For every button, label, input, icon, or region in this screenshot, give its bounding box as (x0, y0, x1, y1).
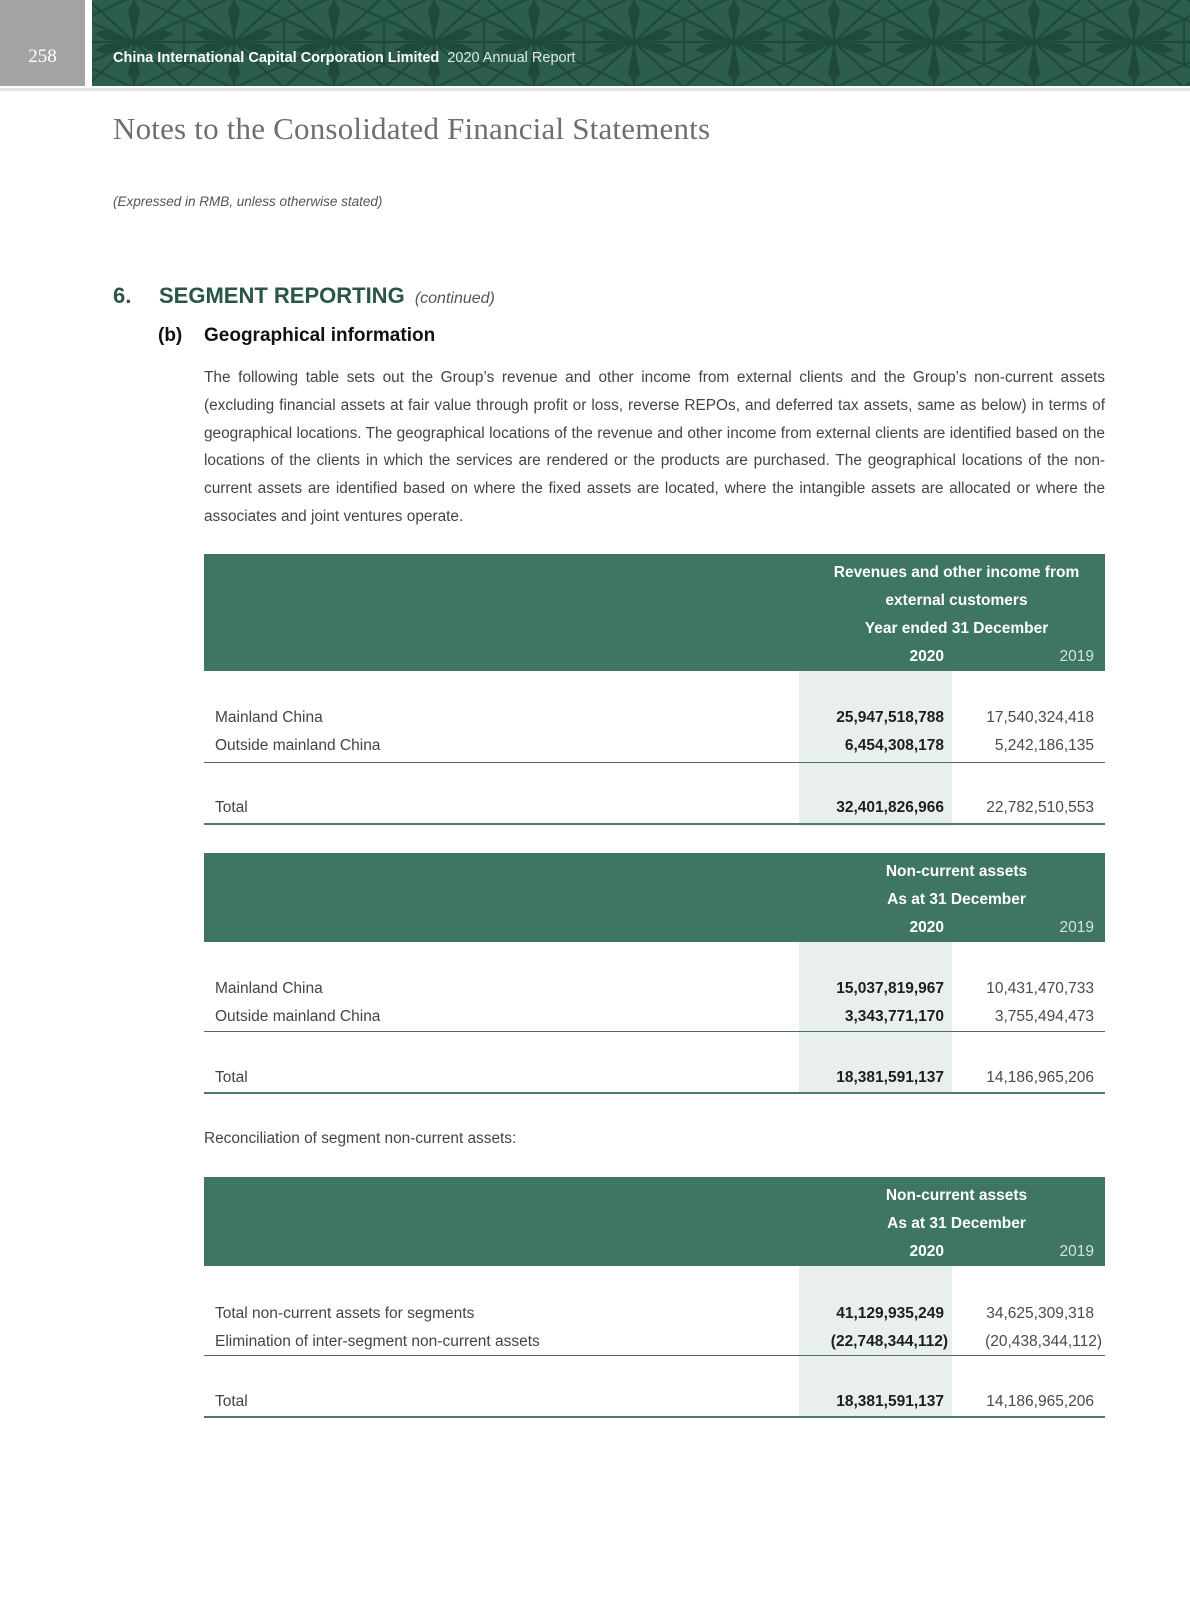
value-2020: (22,748,344,112) (830, 1333, 948, 1350)
value-2019: 3,755,494,473 (994, 1008, 1094, 1025)
report-name: 2020 Annual Report (447, 50, 576, 66)
value-2019: 10,431,470,733 (986, 980, 1094, 997)
page-header (0, 0, 1190, 86)
value-2020: 18,381,591,137 (836, 1393, 944, 1410)
section-number: 6. (113, 283, 132, 308)
table-body (204, 942, 1105, 1097)
row-label: Total (215, 1069, 248, 1086)
subsection-label: (b) (158, 325, 183, 346)
total-divider (204, 1416, 1105, 1418)
page-title: Notes to the Consolidated Financial Statements (113, 111, 711, 146)
table-header (204, 554, 1105, 671)
header-line: Year ended 31 December (864, 620, 1049, 637)
header-line: Non-current assets (885, 863, 1028, 880)
header-title (113, 50, 575, 66)
header-band (92, 0, 1190, 86)
column-2020: 2020 (909, 1243, 944, 1260)
page-number-box (0, 0, 85, 86)
row-label: Outside mainland China (215, 1008, 381, 1025)
table-row (204, 1333, 1105, 1357)
value-2019: 34,625,309,318 (986, 1305, 1094, 1322)
row-label: Mainland China (215, 980, 323, 997)
intro-paragraph: The following table sets out the Group’s revenue and other income from external clients and the Group’s non-current assets (excluding financial assets at fair value through profit or loss, reverse REPOs, and deferred tax assets, same as below) in terms of geographical locations. The geographical locations of the revenue and other income from external clients are identified based on the locations of the clients in which the services are rendered or the products are purchased. The geographical locations of the non-current assets are identified based on where the fixed assets are located, where the intangible assets are allocated or where the associates and joint ventures operate. (204, 369, 1105, 525)
subtotal-divider (204, 1355, 1105, 1356)
row-label: Outside mainland China (215, 737, 381, 754)
column-2020: 2020 (909, 919, 944, 936)
table-header (204, 1177, 1105, 1266)
row-label: Total (215, 799, 248, 816)
reconciliation-caption: Reconciliation of segment non-current assets: (204, 1130, 517, 1147)
value-2020: 3,343,771,170 (844, 1008, 944, 1025)
page-number: 258 (28, 46, 57, 67)
value-2019: (20,438,344,112) (985, 1333, 1102, 1350)
total-row (204, 1393, 1105, 1417)
currency-note: (Expressed in RMB, unless otherwise stated) (113, 194, 383, 209)
table-row (204, 1305, 1105, 1329)
header-divider (0, 88, 1190, 91)
column-2020: 2020 (909, 648, 944, 665)
value-2019: 5,242,186,135 (994, 737, 1094, 754)
value-2019: 22,782,510,553 (986, 799, 1094, 816)
subsection-heading (158, 325, 435, 347)
subtotal-divider (204, 1031, 1105, 1032)
total-row (204, 1069, 1105, 1093)
table-row (204, 1008, 1105, 1032)
subsection-title: Geographical information (204, 325, 436, 346)
company-name: China International Capital Corporation Limited (113, 50, 440, 66)
row-label: Mainland China (215, 709, 323, 726)
column-2019: 2019 (1059, 648, 1094, 665)
section-heading (113, 283, 495, 309)
subtotal-divider (204, 762, 1105, 763)
value-2020: 18,381,591,137 (836, 1069, 944, 1086)
column-2019: 2019 (1059, 1243, 1094, 1260)
header-line: As at 31 December (887, 891, 1026, 908)
asanoha-pattern-icon (92, 0, 1190, 86)
value-2020: 41,129,935,249 (836, 1305, 944, 1322)
row-label: Total (215, 1393, 248, 1410)
total-divider (204, 1092, 1105, 1094)
table-row (204, 709, 1105, 733)
value-2019: 14,186,965,206 (986, 1069, 1094, 1086)
section-title: SEGMENT REPORTING (159, 283, 405, 308)
row-label: Elimination of inter-segment non-current assets (215, 1333, 540, 1350)
value-2020: 25,947,518,788 (836, 709, 944, 726)
value-2019: 14,186,965,206 (986, 1393, 1094, 1410)
row-label: Total non-current assets for segments (215, 1305, 475, 1322)
total-row (204, 799, 1105, 823)
header-line: Non-current assets (885, 1187, 1028, 1204)
header-line: Revenues and other income from (833, 564, 1080, 581)
value-2020: 15,037,819,967 (836, 980, 944, 997)
value-2020: 32,401,826,966 (836, 799, 944, 816)
header-line: external customers (885, 592, 1028, 609)
non-current-assets-table (204, 853, 1105, 1097)
reconciliation-table (204, 1177, 1105, 1421)
table-body (204, 671, 1105, 826)
table-row (204, 737, 1105, 761)
table-row (204, 980, 1105, 1004)
header-line: As at 31 December (887, 1215, 1026, 1232)
revenue-table (204, 554, 1105, 826)
value-2020: 6,454,308,178 (844, 737, 944, 754)
section-continued: (continued) (414, 290, 495, 307)
table-body (204, 1266, 1105, 1421)
column-2019: 2019 (1059, 919, 1094, 936)
table-header (204, 853, 1105, 942)
value-2019: 17,540,324,418 (986, 709, 1094, 726)
total-divider (204, 823, 1105, 825)
